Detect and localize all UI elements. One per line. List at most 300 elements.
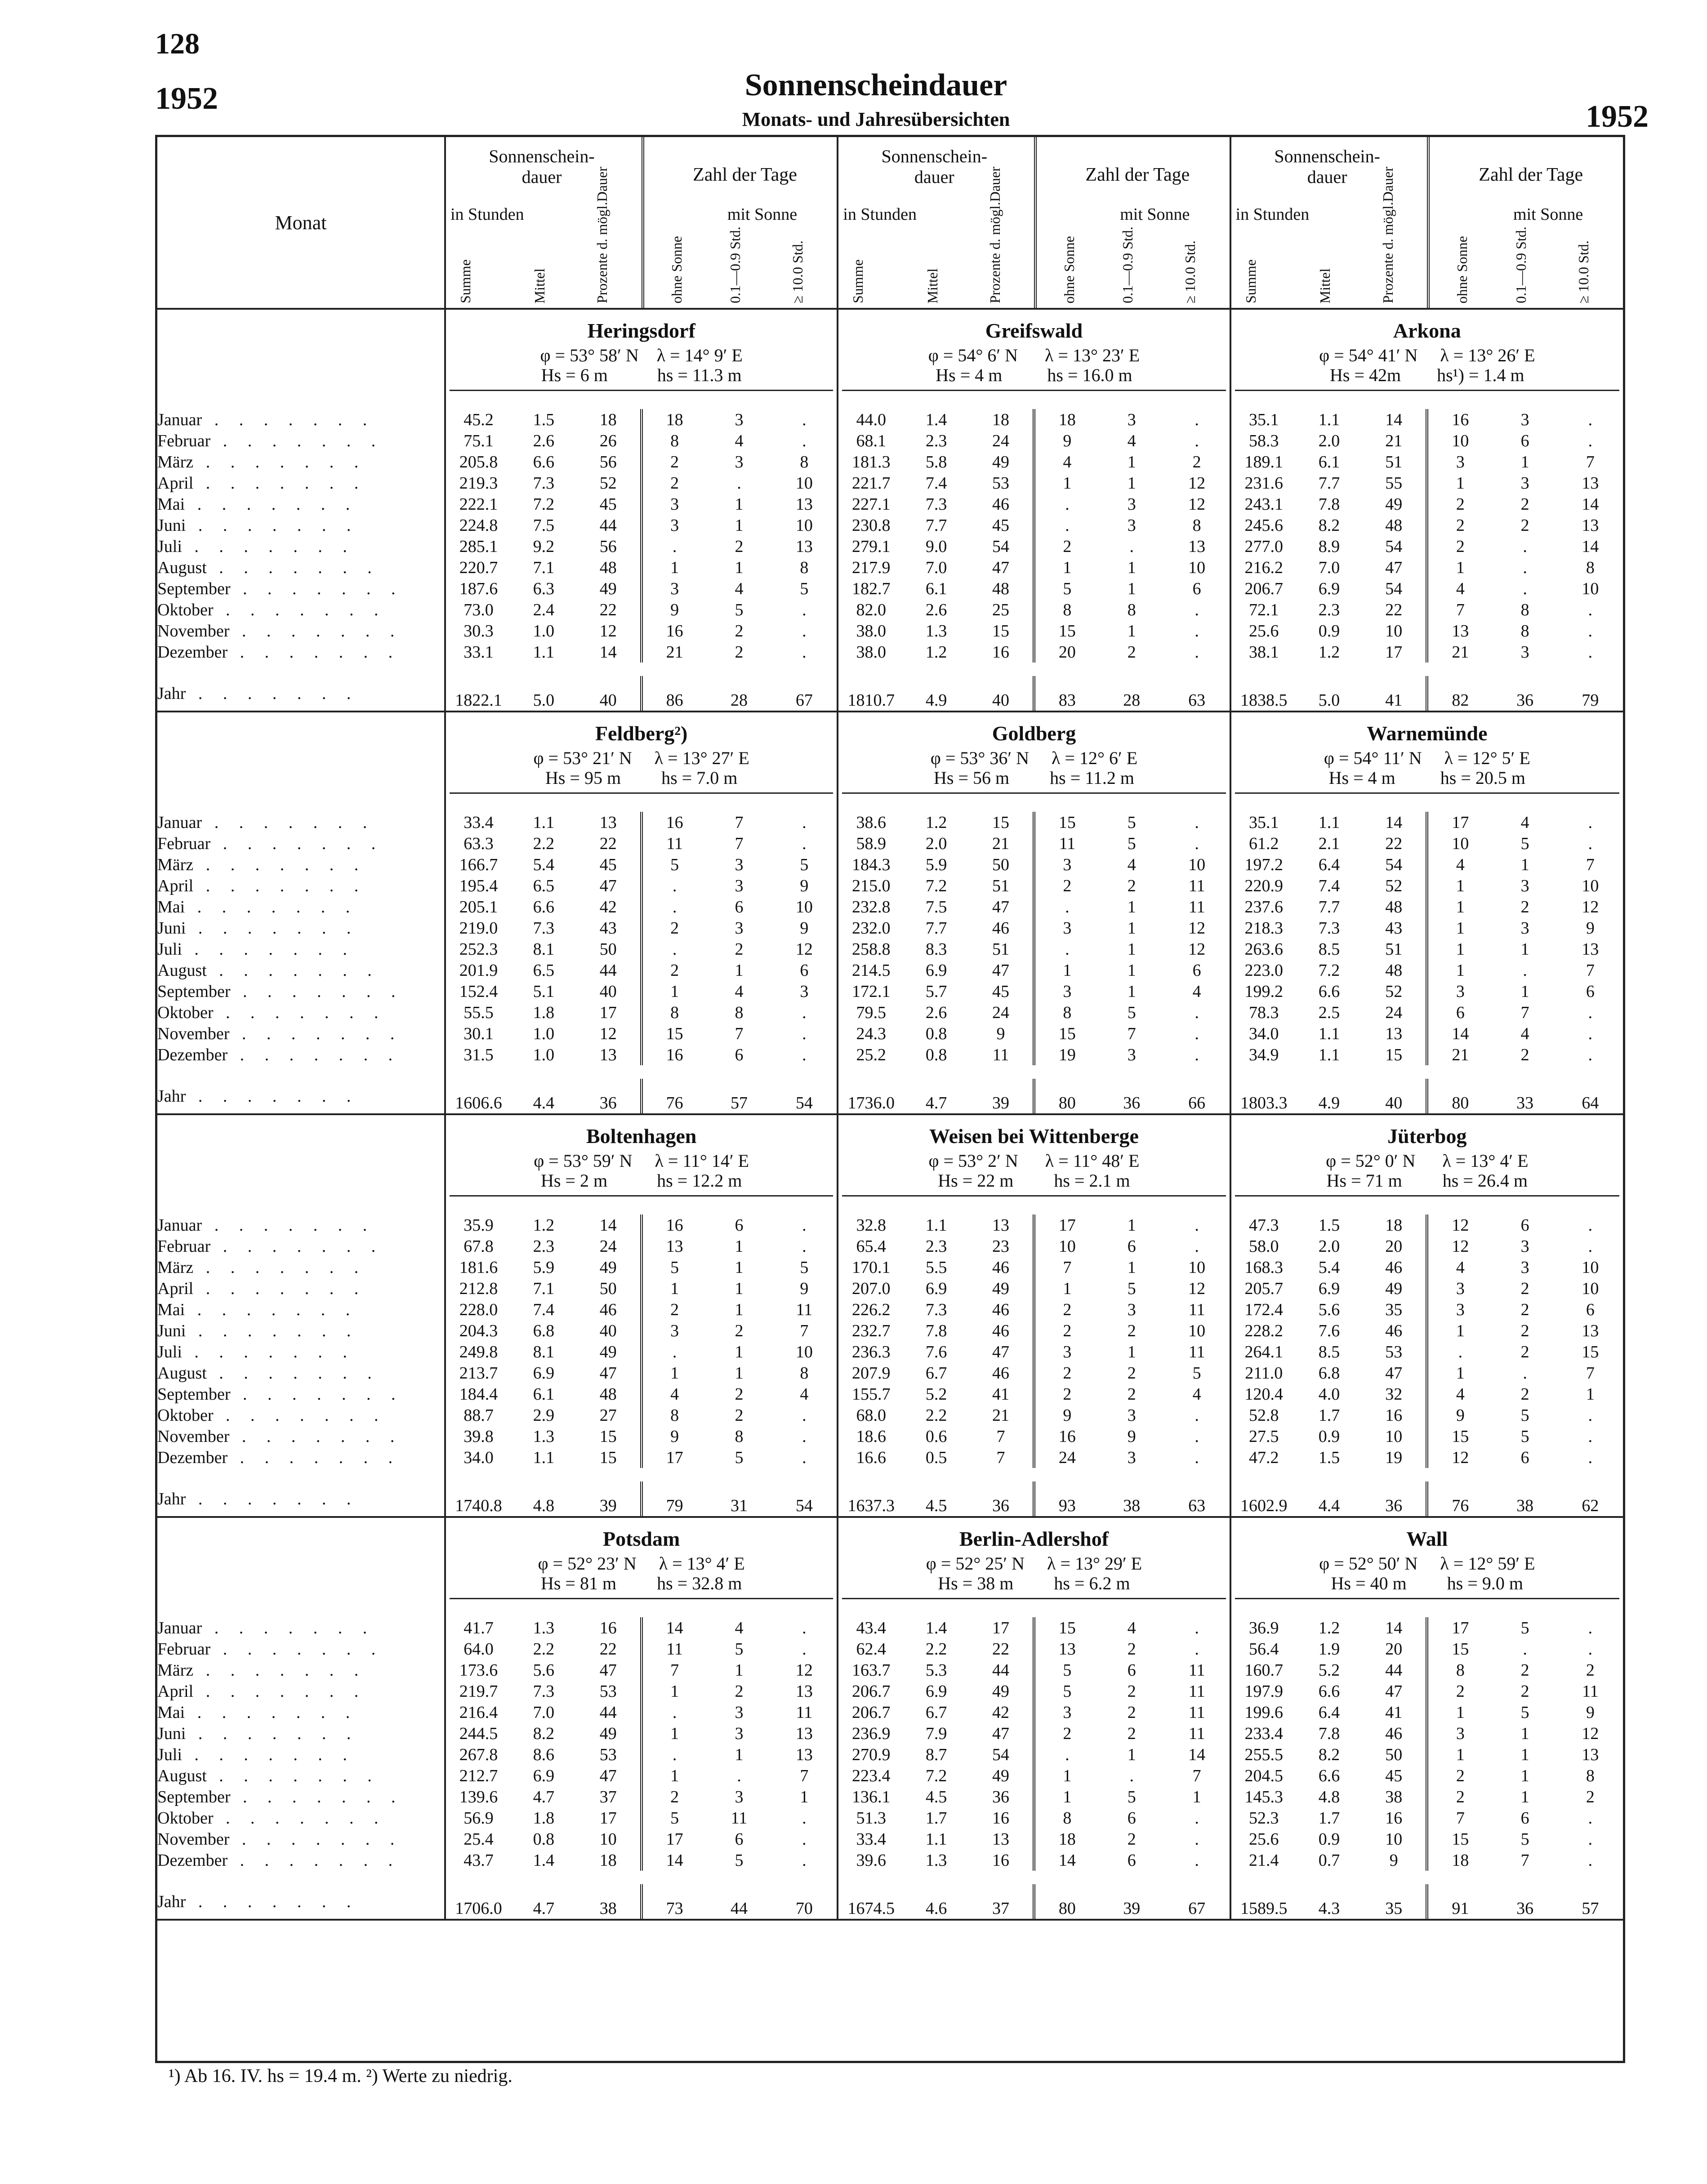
table-cell: 189.1 bbox=[1244, 452, 1284, 471]
table-cell: 39.8 bbox=[464, 1427, 494, 1446]
table-cell: 13 bbox=[795, 494, 813, 514]
table-cell: 4 bbox=[642, 1383, 707, 1405]
table-cell: 6.6 bbox=[1318, 982, 1340, 1001]
table-cell: 2 bbox=[1427, 515, 1492, 536]
table-cell: 5 bbox=[735, 1850, 744, 1870]
table-row bbox=[157, 599, 1623, 620]
days-header: Zahl der Tage bbox=[1479, 165, 1583, 185]
month-label: Dezember . . . . . . . bbox=[157, 641, 445, 663]
table-cell: 16 bbox=[992, 642, 1010, 662]
table-cell: 7.3 bbox=[533, 473, 555, 493]
table-cell: 3 bbox=[1427, 1723, 1492, 1744]
table-cell: 1736.0 bbox=[847, 1093, 895, 1112]
table-cell: 10 bbox=[1427, 833, 1492, 854]
column-label: ≥ 10.0 Std. bbox=[1182, 240, 1199, 303]
table-cell: 195.4 bbox=[459, 876, 498, 895]
table-cell: 47 bbox=[1385, 1363, 1403, 1383]
table-cell: 2 bbox=[1127, 642, 1136, 662]
table-cell: 12 bbox=[1582, 897, 1599, 916]
table-cell: 93 bbox=[1034, 1481, 1099, 1516]
table-cell: 12 bbox=[795, 939, 813, 959]
table-cell: 2 bbox=[642, 472, 707, 494]
table-cell: 7 bbox=[1127, 1024, 1136, 1043]
coord-line: φ = 53° 21′ N λ = 13° 27′ E bbox=[533, 748, 749, 768]
table-row bbox=[157, 620, 1623, 641]
table-cell: 204.5 bbox=[1244, 1766, 1284, 1785]
month-label: Juni . . . . . . . bbox=[157, 917, 445, 939]
table-cell: 54 bbox=[795, 1093, 813, 1112]
table-cell: 46 bbox=[1385, 1321, 1403, 1340]
table-cell: 11 bbox=[731, 1808, 748, 1828]
table-cell: 7 bbox=[1427, 1807, 1492, 1828]
table-cell: 45 bbox=[599, 855, 617, 874]
table-cell: 10 bbox=[1188, 1321, 1206, 1340]
table-cell: . bbox=[1129, 1766, 1134, 1785]
table-cell: 11 bbox=[1188, 1681, 1205, 1701]
coord-line: φ = 54° 11′ N λ = 12° 5′ E bbox=[1324, 748, 1530, 768]
table-cell: 47 bbox=[1385, 558, 1403, 577]
table-cell: 38 bbox=[1385, 1787, 1403, 1806]
table-cell: 1.0 bbox=[533, 1024, 555, 1043]
table-cell: 39 bbox=[599, 1496, 617, 1515]
table-cell: 6.9 bbox=[925, 1681, 947, 1701]
table-cell: 45.2 bbox=[464, 410, 494, 429]
table-cell: 39 bbox=[1123, 1899, 1141, 1918]
table-cell: 17 bbox=[992, 1618, 1010, 1637]
table-cell: 14 bbox=[642, 1617, 707, 1638]
table-cell: 2 bbox=[1586, 1787, 1595, 1806]
table-cell: 2 bbox=[1127, 1363, 1136, 1383]
table-cell: 38.6 bbox=[856, 813, 887, 832]
table-cell: 2.1 bbox=[1318, 834, 1340, 853]
in-stunden-label: in Stunden bbox=[843, 205, 917, 224]
table-cell: 2 bbox=[1427, 536, 1492, 557]
table-cell: 6 bbox=[735, 1829, 744, 1849]
month-label: Oktober . . . . . . . bbox=[157, 1002, 445, 1023]
table-cell: 7.8 bbox=[925, 1321, 947, 1340]
table-cell: 6 bbox=[1520, 1448, 1529, 1467]
table-cell: 35.1 bbox=[1249, 813, 1279, 832]
table-cell: 224.8 bbox=[459, 516, 498, 535]
table-cell: 1.1 bbox=[533, 1448, 555, 1467]
table-cell: . bbox=[1194, 1427, 1199, 1446]
table-cell: 181.6 bbox=[459, 1258, 498, 1277]
month-label: Mai . . . . . . . bbox=[157, 1299, 445, 1320]
table-cell: 2 bbox=[1520, 1279, 1529, 1298]
table-cell: 24 bbox=[992, 1003, 1010, 1022]
table-cell: 15 bbox=[1582, 1342, 1599, 1361]
table-cell: 8 bbox=[1427, 1659, 1492, 1681]
table-cell: 2 bbox=[1427, 1786, 1492, 1807]
station-name: Greifswald bbox=[985, 319, 1083, 342]
table-cell: 155.7 bbox=[852, 1384, 891, 1404]
table-cell: 6.5 bbox=[533, 961, 555, 980]
table-cell: 2.0 bbox=[1318, 431, 1340, 450]
table-row bbox=[157, 1299, 1623, 1320]
station-coordinates bbox=[450, 1151, 833, 1197]
month-column-header: Monat bbox=[157, 137, 445, 309]
table-row bbox=[157, 1659, 1623, 1681]
table-cell: 231.6 bbox=[1244, 473, 1284, 493]
table-cell: 206.7 bbox=[852, 1681, 891, 1701]
table-row bbox=[157, 1638, 1623, 1659]
year-label: Jahr . . . . . . . bbox=[157, 1468, 445, 1517]
table-cell: 13 bbox=[1582, 516, 1599, 535]
table-cell: 4 bbox=[1427, 854, 1492, 875]
table-cell: 47 bbox=[992, 897, 1010, 916]
table-cell: 48 bbox=[1385, 516, 1403, 535]
table-cell: 11 bbox=[642, 1638, 707, 1659]
table-cell: 20 bbox=[1034, 641, 1099, 663]
table-cell: . bbox=[1194, 410, 1199, 429]
table-cell: 5 bbox=[735, 1639, 744, 1659]
table-row bbox=[157, 1405, 1623, 1426]
table-cell: . bbox=[1194, 1045, 1199, 1064]
table-cell: 5 bbox=[1520, 1406, 1529, 1425]
table-cell: 187.6 bbox=[459, 579, 498, 598]
table-cell: 233.4 bbox=[1244, 1724, 1284, 1743]
table-cell: . bbox=[1194, 1639, 1199, 1659]
coord-line: φ = 53° 36′ N λ = 12° 6′ E bbox=[930, 748, 1138, 768]
table-cell: 3 bbox=[1127, 1448, 1136, 1467]
table-row bbox=[157, 1236, 1623, 1257]
table-cell: 63 bbox=[1188, 690, 1206, 710]
table-cell: 8.2 bbox=[1318, 1745, 1340, 1764]
table-cell: 49 bbox=[992, 1279, 1010, 1298]
table-cell: 5 bbox=[800, 855, 809, 874]
table-cell: 1.3 bbox=[533, 1427, 555, 1446]
table-cell: 25 bbox=[992, 600, 1010, 619]
table-cell: 3 bbox=[735, 1724, 744, 1743]
table-cell: 47 bbox=[599, 1766, 617, 1785]
table-cell: 2 bbox=[735, 1321, 744, 1340]
table-cell: 6 bbox=[1586, 1300, 1595, 1319]
table-cell: 3 bbox=[735, 876, 744, 895]
table-cell: 39 bbox=[992, 1093, 1010, 1112]
column-label: 0.1—0.9 Std. bbox=[1119, 227, 1136, 303]
table-cell: 2 bbox=[1034, 1320, 1099, 1341]
station-name: Weisen bei Wittenberge bbox=[929, 1125, 1139, 1148]
table-cell: 67 bbox=[1188, 1899, 1206, 1918]
table-cell: 2 bbox=[642, 451, 707, 472]
table-cell: 219.3 bbox=[459, 473, 498, 493]
month-label: April . . . . . . . bbox=[157, 472, 445, 494]
table-cell: 2.2 bbox=[925, 1639, 947, 1659]
table-cell: 5 bbox=[1127, 834, 1136, 853]
table-cell: 17 bbox=[599, 1808, 617, 1828]
table-cell: 1 bbox=[1427, 875, 1492, 896]
table-cell: 3 bbox=[1127, 1045, 1136, 1064]
table-cell: 73.0 bbox=[464, 600, 494, 619]
month-label: November . . . . . . . bbox=[157, 1023, 445, 1044]
table-cell: 2 bbox=[1427, 1681, 1492, 1702]
table-cell: 7.2 bbox=[1318, 961, 1340, 980]
table-cell: 216.2 bbox=[1244, 558, 1284, 577]
table-cell: 1.2 bbox=[925, 642, 947, 662]
table-cell: 82 bbox=[1427, 676, 1492, 711]
table-cell: 6 bbox=[1127, 1660, 1136, 1680]
table-cell: 8.1 bbox=[533, 939, 555, 959]
table-cell: 7.8 bbox=[1318, 1724, 1340, 1743]
table-cell: 4.4 bbox=[533, 1093, 555, 1112]
column-label: Prozente d. mögl.Dauer bbox=[986, 167, 1003, 303]
table-cell: 36 bbox=[992, 1787, 1010, 1806]
table-cell: 0.5 bbox=[925, 1448, 947, 1467]
month-label: Juni . . . . . . . bbox=[157, 1320, 445, 1341]
table-row bbox=[157, 1744, 1623, 1765]
table-cell: 45 bbox=[1385, 1766, 1403, 1785]
table-cell: 6.6 bbox=[1318, 1681, 1340, 1701]
table-cell: 43.7 bbox=[464, 1850, 494, 1870]
table-cell: 170.1 bbox=[852, 1258, 891, 1277]
table-cell: . bbox=[802, 410, 807, 429]
table-cell: 16 bbox=[642, 620, 707, 641]
table-cell: 5.0 bbox=[1318, 690, 1340, 710]
table-cell: 5.9 bbox=[925, 855, 947, 874]
month-label: April . . . . . . . bbox=[157, 1681, 445, 1702]
table-cell: 47.3 bbox=[1249, 1215, 1279, 1235]
table-cell: 9 bbox=[1034, 1405, 1099, 1426]
table-cell: . bbox=[1427, 1341, 1492, 1362]
table-cell: . bbox=[802, 621, 807, 641]
table-cell: 11 bbox=[992, 1045, 1009, 1064]
table-row bbox=[157, 557, 1623, 578]
table-cell: 14 bbox=[599, 642, 617, 662]
table-cell: 10 bbox=[1034, 1236, 1099, 1257]
station-header bbox=[838, 712, 1230, 794]
table-cell: 43 bbox=[1385, 918, 1403, 938]
table-cell: 51 bbox=[1385, 939, 1403, 959]
station-column-header bbox=[445, 137, 838, 309]
table-cell: 46 bbox=[992, 1363, 1010, 1383]
table-cell: 7.8 bbox=[1318, 494, 1340, 514]
table-cell: 15 bbox=[599, 1427, 617, 1446]
table-cell: 36 bbox=[1123, 1093, 1141, 1112]
table-cell: 11 bbox=[1188, 1300, 1205, 1319]
table-cell: 6 bbox=[1427, 1002, 1492, 1023]
table-cell: 2 bbox=[1520, 516, 1529, 535]
station-coordinates bbox=[842, 346, 1226, 391]
table-cell: 4 bbox=[735, 1618, 744, 1637]
table-cell: . bbox=[1588, 1829, 1593, 1849]
table-cell: 2 bbox=[735, 1384, 744, 1404]
table-cell: 10 bbox=[795, 897, 813, 916]
table-cell: . bbox=[1034, 494, 1099, 515]
table-row bbox=[157, 1341, 1623, 1362]
table-cell: . bbox=[1588, 1237, 1593, 1256]
table-cell: 54 bbox=[1385, 579, 1403, 598]
table-cell: 14 bbox=[1385, 1618, 1403, 1637]
table-cell: 9.2 bbox=[533, 537, 555, 556]
table-cell: 12 bbox=[1188, 939, 1206, 959]
table-cell: 7.5 bbox=[533, 516, 555, 535]
altitude-line: Hs = 71 m hs = 26.4 m bbox=[1326, 1170, 1528, 1191]
table-cell: 4 bbox=[1520, 813, 1529, 832]
table-cell: . bbox=[1588, 1427, 1593, 1446]
table-cell: 7 bbox=[1520, 1850, 1529, 1870]
table-cell: 5 bbox=[642, 854, 707, 875]
table-cell: 2 bbox=[1127, 1321, 1136, 1340]
table-cell: 47 bbox=[992, 1342, 1010, 1361]
table-cell: . bbox=[1523, 558, 1527, 577]
table-cell: 52 bbox=[1385, 982, 1403, 1001]
table-cell: 172.4 bbox=[1244, 1300, 1284, 1319]
table-cell: 25.2 bbox=[856, 1045, 887, 1064]
table-cell: 0.8 bbox=[925, 1024, 947, 1043]
station-header bbox=[1230, 1517, 1623, 1599]
table-row-year bbox=[157, 1468, 1623, 1517]
table-cell: 64.0 bbox=[464, 1639, 494, 1659]
table-cell: 50 bbox=[599, 939, 617, 959]
column-label: ≥ 10.0 Std. bbox=[789, 240, 806, 303]
table-cell: 1 bbox=[735, 1237, 744, 1256]
table-cell: 8.5 bbox=[1318, 939, 1340, 959]
table-cell: 56.9 bbox=[464, 1808, 494, 1828]
table-cell: 15 bbox=[1034, 1617, 1099, 1638]
table-cell: 31.5 bbox=[464, 1045, 494, 1064]
table-cell: 49 bbox=[599, 579, 617, 598]
table-cell: . bbox=[1588, 834, 1593, 853]
table-cell: 168.3 bbox=[1244, 1258, 1284, 1277]
table-cell: 1 bbox=[642, 1723, 707, 1744]
table-cell: 1.5 bbox=[1318, 1448, 1340, 1467]
table-cell: . bbox=[802, 642, 807, 662]
page-subtitle: Monats- und Jahresübersichten bbox=[742, 108, 1010, 130]
table-cell: 38 bbox=[1516, 1496, 1534, 1515]
table-cell: 2 bbox=[735, 939, 744, 959]
table-cell: 7 bbox=[996, 1448, 1005, 1467]
table-cell: 44 bbox=[730, 1899, 748, 1918]
table-cell: 36 bbox=[599, 1093, 617, 1112]
footnote: ¹) Ab 16. IV. hs = 19.4 m. ²) Werte zu niedrig. bbox=[169, 2066, 513, 2086]
table-cell: 11 bbox=[1582, 1681, 1599, 1701]
table-cell: 1.3 bbox=[925, 621, 947, 641]
table-cell: 6.9 bbox=[925, 961, 947, 980]
table-cell: 1 bbox=[1127, 1215, 1136, 1235]
month-label: August . . . . . . . bbox=[157, 1765, 445, 1786]
table-cell: 13 bbox=[992, 1829, 1010, 1849]
table-cell: 9 bbox=[1127, 1427, 1136, 1446]
table-cell: 21 bbox=[1427, 1044, 1492, 1065]
altitude-line: Hs = 81 m hs = 32.8 m bbox=[540, 1573, 742, 1593]
table-cell: 18 bbox=[1385, 1215, 1403, 1235]
table-cell: 207.0 bbox=[852, 1279, 891, 1298]
table-cell: 1803.3 bbox=[1240, 1093, 1288, 1112]
table-cell: 10 bbox=[795, 1342, 813, 1361]
table-cell: 8 bbox=[1192, 516, 1201, 535]
table-cell: . bbox=[1588, 1618, 1593, 1637]
table-cell: 26 bbox=[599, 431, 617, 450]
in-stunden-label: in Stunden bbox=[450, 205, 524, 224]
table-cell: 8 bbox=[1520, 621, 1529, 641]
table-cell: 8 bbox=[1034, 1807, 1099, 1828]
table-cell: 79 bbox=[1582, 690, 1599, 710]
table-cell: 16 bbox=[642, 1044, 707, 1065]
table-cell: 35 bbox=[1385, 1300, 1403, 1319]
table-cell: 24 bbox=[599, 1237, 617, 1256]
table-row bbox=[157, 515, 1623, 536]
table-cell: 212.7 bbox=[459, 1766, 498, 1785]
table-cell: 1.2 bbox=[925, 813, 947, 832]
table-cell: . bbox=[802, 1427, 807, 1446]
table-cell: 1 bbox=[735, 1342, 744, 1361]
table-row bbox=[157, 1023, 1623, 1044]
table-cell: 12 bbox=[1188, 1279, 1206, 1298]
table-cell: 6.1 bbox=[533, 1384, 555, 1404]
table-cell: . bbox=[1588, 1024, 1593, 1043]
table-cell: 14 bbox=[1385, 813, 1403, 832]
table-cell: 3 bbox=[1427, 981, 1492, 1002]
table-cell: 9 bbox=[1034, 430, 1099, 451]
table-cell: 24 bbox=[1034, 1447, 1099, 1468]
table-cell: 160.7 bbox=[1244, 1660, 1284, 1680]
table-cell: 3 bbox=[642, 578, 707, 599]
table-cell: 18 bbox=[599, 1850, 617, 1870]
mit-sonne-label: mit Sonne bbox=[1513, 205, 1583, 224]
table-cell: 223.0 bbox=[1244, 961, 1284, 980]
table-cell: 6 bbox=[1192, 961, 1201, 980]
table-cell: 3 bbox=[800, 982, 809, 1001]
table-cell: 10 bbox=[1582, 579, 1599, 598]
table-cell: 2 bbox=[1520, 1045, 1529, 1064]
table-cell: 2 bbox=[1127, 876, 1136, 895]
sunshine-duration-header: Sonnenschein- dauer bbox=[1274, 146, 1380, 187]
column-label: Mittel bbox=[531, 268, 548, 303]
table-cell: 6.9 bbox=[925, 1279, 947, 1298]
table-cell: 4 bbox=[1427, 1257, 1492, 1278]
table-cell: . bbox=[802, 1237, 807, 1256]
table-row bbox=[157, 854, 1623, 875]
table-cell: 11 bbox=[1188, 1342, 1205, 1361]
table-cell: 1 bbox=[1520, 855, 1529, 874]
table-cell: 49 bbox=[992, 452, 1010, 471]
table-cell: 39.6 bbox=[856, 1850, 887, 1870]
table-cell: . bbox=[1523, 579, 1527, 598]
year-left: 1952 bbox=[155, 81, 218, 116]
table-cell: 7.4 bbox=[533, 1300, 555, 1319]
table-cell: 4.5 bbox=[925, 1787, 947, 1806]
table-cell: 199.2 bbox=[1244, 982, 1284, 1001]
sunshine-duration-header: Sonnenschein- dauer bbox=[881, 146, 988, 187]
table-cell: 3 bbox=[735, 1787, 744, 1806]
table-cell: 6.9 bbox=[1318, 579, 1340, 598]
table-cell: 3 bbox=[735, 918, 744, 938]
table-cell: . bbox=[1034, 515, 1099, 536]
table-cell: 36.9 bbox=[1249, 1618, 1279, 1637]
table-cell: 17 bbox=[642, 1828, 707, 1850]
table-cell: 53 bbox=[1385, 1342, 1403, 1361]
table-cell: 67.8 bbox=[464, 1237, 494, 1256]
table-cell: 4.8 bbox=[1318, 1787, 1340, 1806]
table-cell: 9 bbox=[642, 1426, 707, 1447]
table-cell: 1 bbox=[1034, 557, 1099, 578]
month-label: Dezember . . . . . . . bbox=[157, 1044, 445, 1065]
table-cell: 2 bbox=[1520, 1342, 1529, 1361]
table-cell: 5 bbox=[1520, 1703, 1529, 1722]
altitude-line: Hs = 95 m hs = 7.0 m bbox=[545, 768, 738, 788]
month-label: Oktober . . . . . . . bbox=[157, 1405, 445, 1426]
table-cell: 226.2 bbox=[852, 1300, 891, 1319]
table-cell: . bbox=[1588, 813, 1593, 832]
table-cell: . bbox=[1194, 1829, 1199, 1849]
table-cell: 7.6 bbox=[925, 1342, 947, 1361]
table-cell: . bbox=[1194, 1406, 1199, 1425]
table-cell: 1740.8 bbox=[455, 1496, 502, 1515]
table-cell: 255.5 bbox=[1244, 1745, 1284, 1764]
table-cell: . bbox=[802, 1003, 807, 1022]
table-cell: 1.4 bbox=[925, 410, 947, 429]
table-cell: 243.1 bbox=[1244, 494, 1284, 514]
